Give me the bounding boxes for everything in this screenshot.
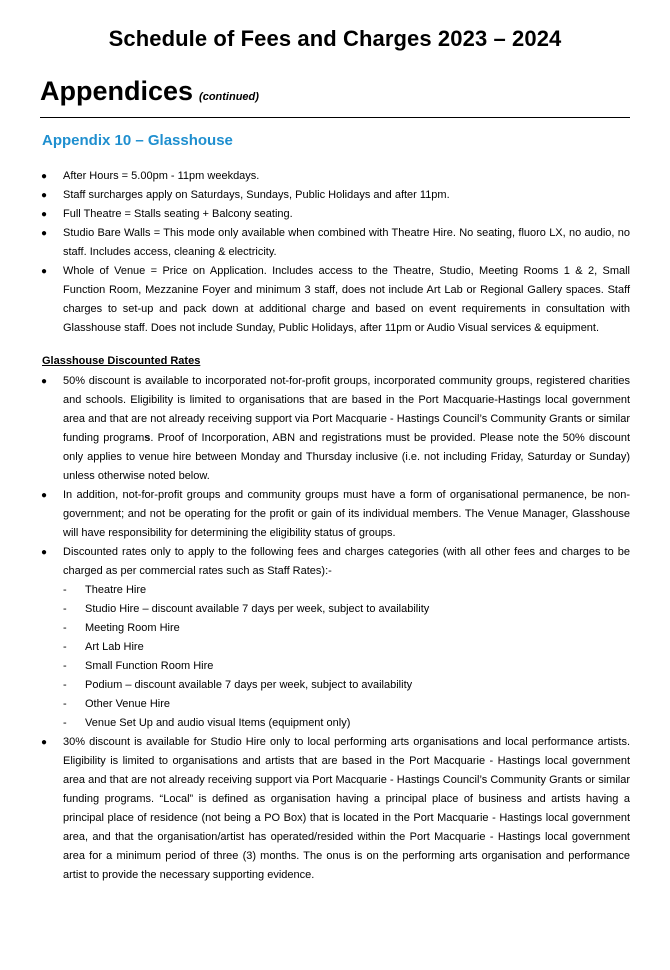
bullet-icon: ●: [41, 228, 48, 239]
bullet-icon: ●: [41, 171, 48, 182]
discounted-rates-heading: Glasshouse Discounted Rates: [42, 355, 201, 367]
dash-icon: -: [63, 584, 67, 596]
dash-icon: -: [63, 603, 67, 615]
continued-label: (continued): [199, 91, 259, 103]
notes-list: [40, 167, 630, 338]
category-item: [63, 695, 630, 714]
bullet-icon: ●: [41, 737, 48, 748]
list-item: [40, 224, 630, 262]
list-item-text: 30% discount is available for Studio Hire only to local performing arts organisations and local performance artists. Eligibility is limited to organisations and artists that are based in the Port Macquarie - Hastings local government area and that are not already receiving support via Port Macquarie - Hastings Council’s Community Grants or similar funding programs. “Local” is defined as organisation having a principal place of business and artists having a principal place of residence (not being a PO Box) that is located in the Port Macquarie - Hastings local government area, and that the organisation/artist has operated/resided within the Port Macquarie - Hastings local government area for a minimum period of three (3) months. The onus is on the performing arts organisation and performance artist to provide the necessary supporting evidence.: [63, 736, 630, 881]
category-text: Podium – discount available 7 days per week, subject to availability: [85, 679, 413, 691]
dash-icon: -: [63, 622, 67, 634]
appendices-title: Appendices: [40, 76, 194, 106]
dash-icon: -: [63, 717, 67, 729]
list-item: [40, 262, 630, 338]
category-item: [63, 619, 630, 638]
dash-icon: -: [63, 660, 67, 672]
category-item: [63, 657, 630, 676]
list-item: [40, 372, 630, 486]
list-item-text: . Proof of Incorporation, ABN and registrations must be provided. Please note the 50% discount only applies to venue hire between Monday and Thursday inclusive (i.e. not including Friday, Saturday or Sunday) unless otherwise noted below.: [63, 432, 630, 482]
document-title: Schedule of Fees and Charges 2023 – 2024: [108, 26, 562, 51]
list-item: [40, 205, 630, 224]
category-item: [63, 676, 630, 695]
category-item: [63, 581, 630, 600]
category-text: Small Function Room Hire: [85, 660, 214, 672]
list-item-text: In addition, not-for-profit groups and community groups must have a form of organisational permanence, be non-government; and not be operating for the profit or gain of its individual members. The Venue Manager, Glasshouse will have responsibility for determining the eligibility status of groups.: [63, 489, 630, 539]
list-item-text: Staff surcharges apply on Saturdays, Sundays, Public Holidays and after 11pm.: [63, 189, 450, 201]
list-item: [40, 167, 630, 186]
category-item: [63, 600, 630, 619]
dash-icon: -: [63, 641, 67, 653]
category-text: Studio Hire – discount available 7 days per week, subject to availability: [85, 603, 430, 615]
list-item: [40, 486, 630, 543]
category-text: Art Lab Hire: [85, 641, 144, 653]
discount-list: [40, 372, 630, 885]
category-item: [63, 638, 630, 657]
list-item-text: Studio Bare Walls = This mode only available when combined with Theatre Hire. No seating, fluoro LX, no audio, no staff. Includes access, cleaning & electricity.: [63, 227, 630, 258]
list-item-text: Discounted rates only to apply to the following fees and charges categories (with all other fees and charges to be charged as per commercial rates such as Staff Rates):-: [63, 546, 630, 577]
list-item-text: Full Theatre = Stalls seating + Balcony seating.: [63, 208, 293, 220]
appendix-heading: Appendix 10 – Glasshouse: [42, 132, 233, 149]
category-text: Venue Set Up and audio visual Items (equipment only): [85, 717, 351, 729]
bullet-icon: ●: [41, 190, 48, 201]
category-text: Other Venue Hire: [85, 698, 170, 710]
list-item: [40, 186, 630, 205]
bullet-icon: ●: [41, 547, 48, 558]
category-list: [63, 581, 630, 733]
category-text: Meeting Room Hire: [85, 622, 180, 634]
list-item-text: Whole of Venue = Price on Application. Includes access to the Theatre, Studio, Meeting Rooms 1 & 2, Small Function Room, Mezzanine Foyer and minimum 3 staff, does not include Art Lab or Regional Gallery spaces. Staff charges to set-up and pack down at additional charge and based on event requirements in consultation with Glasshouse staff. Does not include Sunday, Public Holidays, after 11pm or Audio Visual services & equipment.: [63, 265, 630, 334]
dash-icon: -: [63, 698, 67, 710]
list-item: [40, 543, 630, 733]
list-item-text: After Hours = 5.00pm - 11pm weekdays.: [63, 170, 260, 182]
list-item: [40, 733, 630, 885]
category-item: [63, 714, 630, 733]
appendices-header: [40, 76, 630, 118]
bold-text: s: [144, 432, 151, 444]
dash-icon: -: [63, 679, 67, 691]
bullet-icon: ●: [41, 209, 48, 220]
bullet-icon: ●: [41, 376, 48, 387]
category-text: Theatre Hire: [85, 584, 147, 596]
bullet-icon: ●: [41, 266, 48, 277]
list-item-text: 50% discount is available to incorporated not-for-profit groups, incorporated community groups, registered charities and schools. Eligibility is limited to organisations that are based in the Port Macquarie-Hastings local government area and that are not already receiving support via Port Macquarie - Hastings Council’s Community Grants or similar funding program: [63, 375, 630, 444]
bullet-icon: ●: [41, 490, 48, 501]
